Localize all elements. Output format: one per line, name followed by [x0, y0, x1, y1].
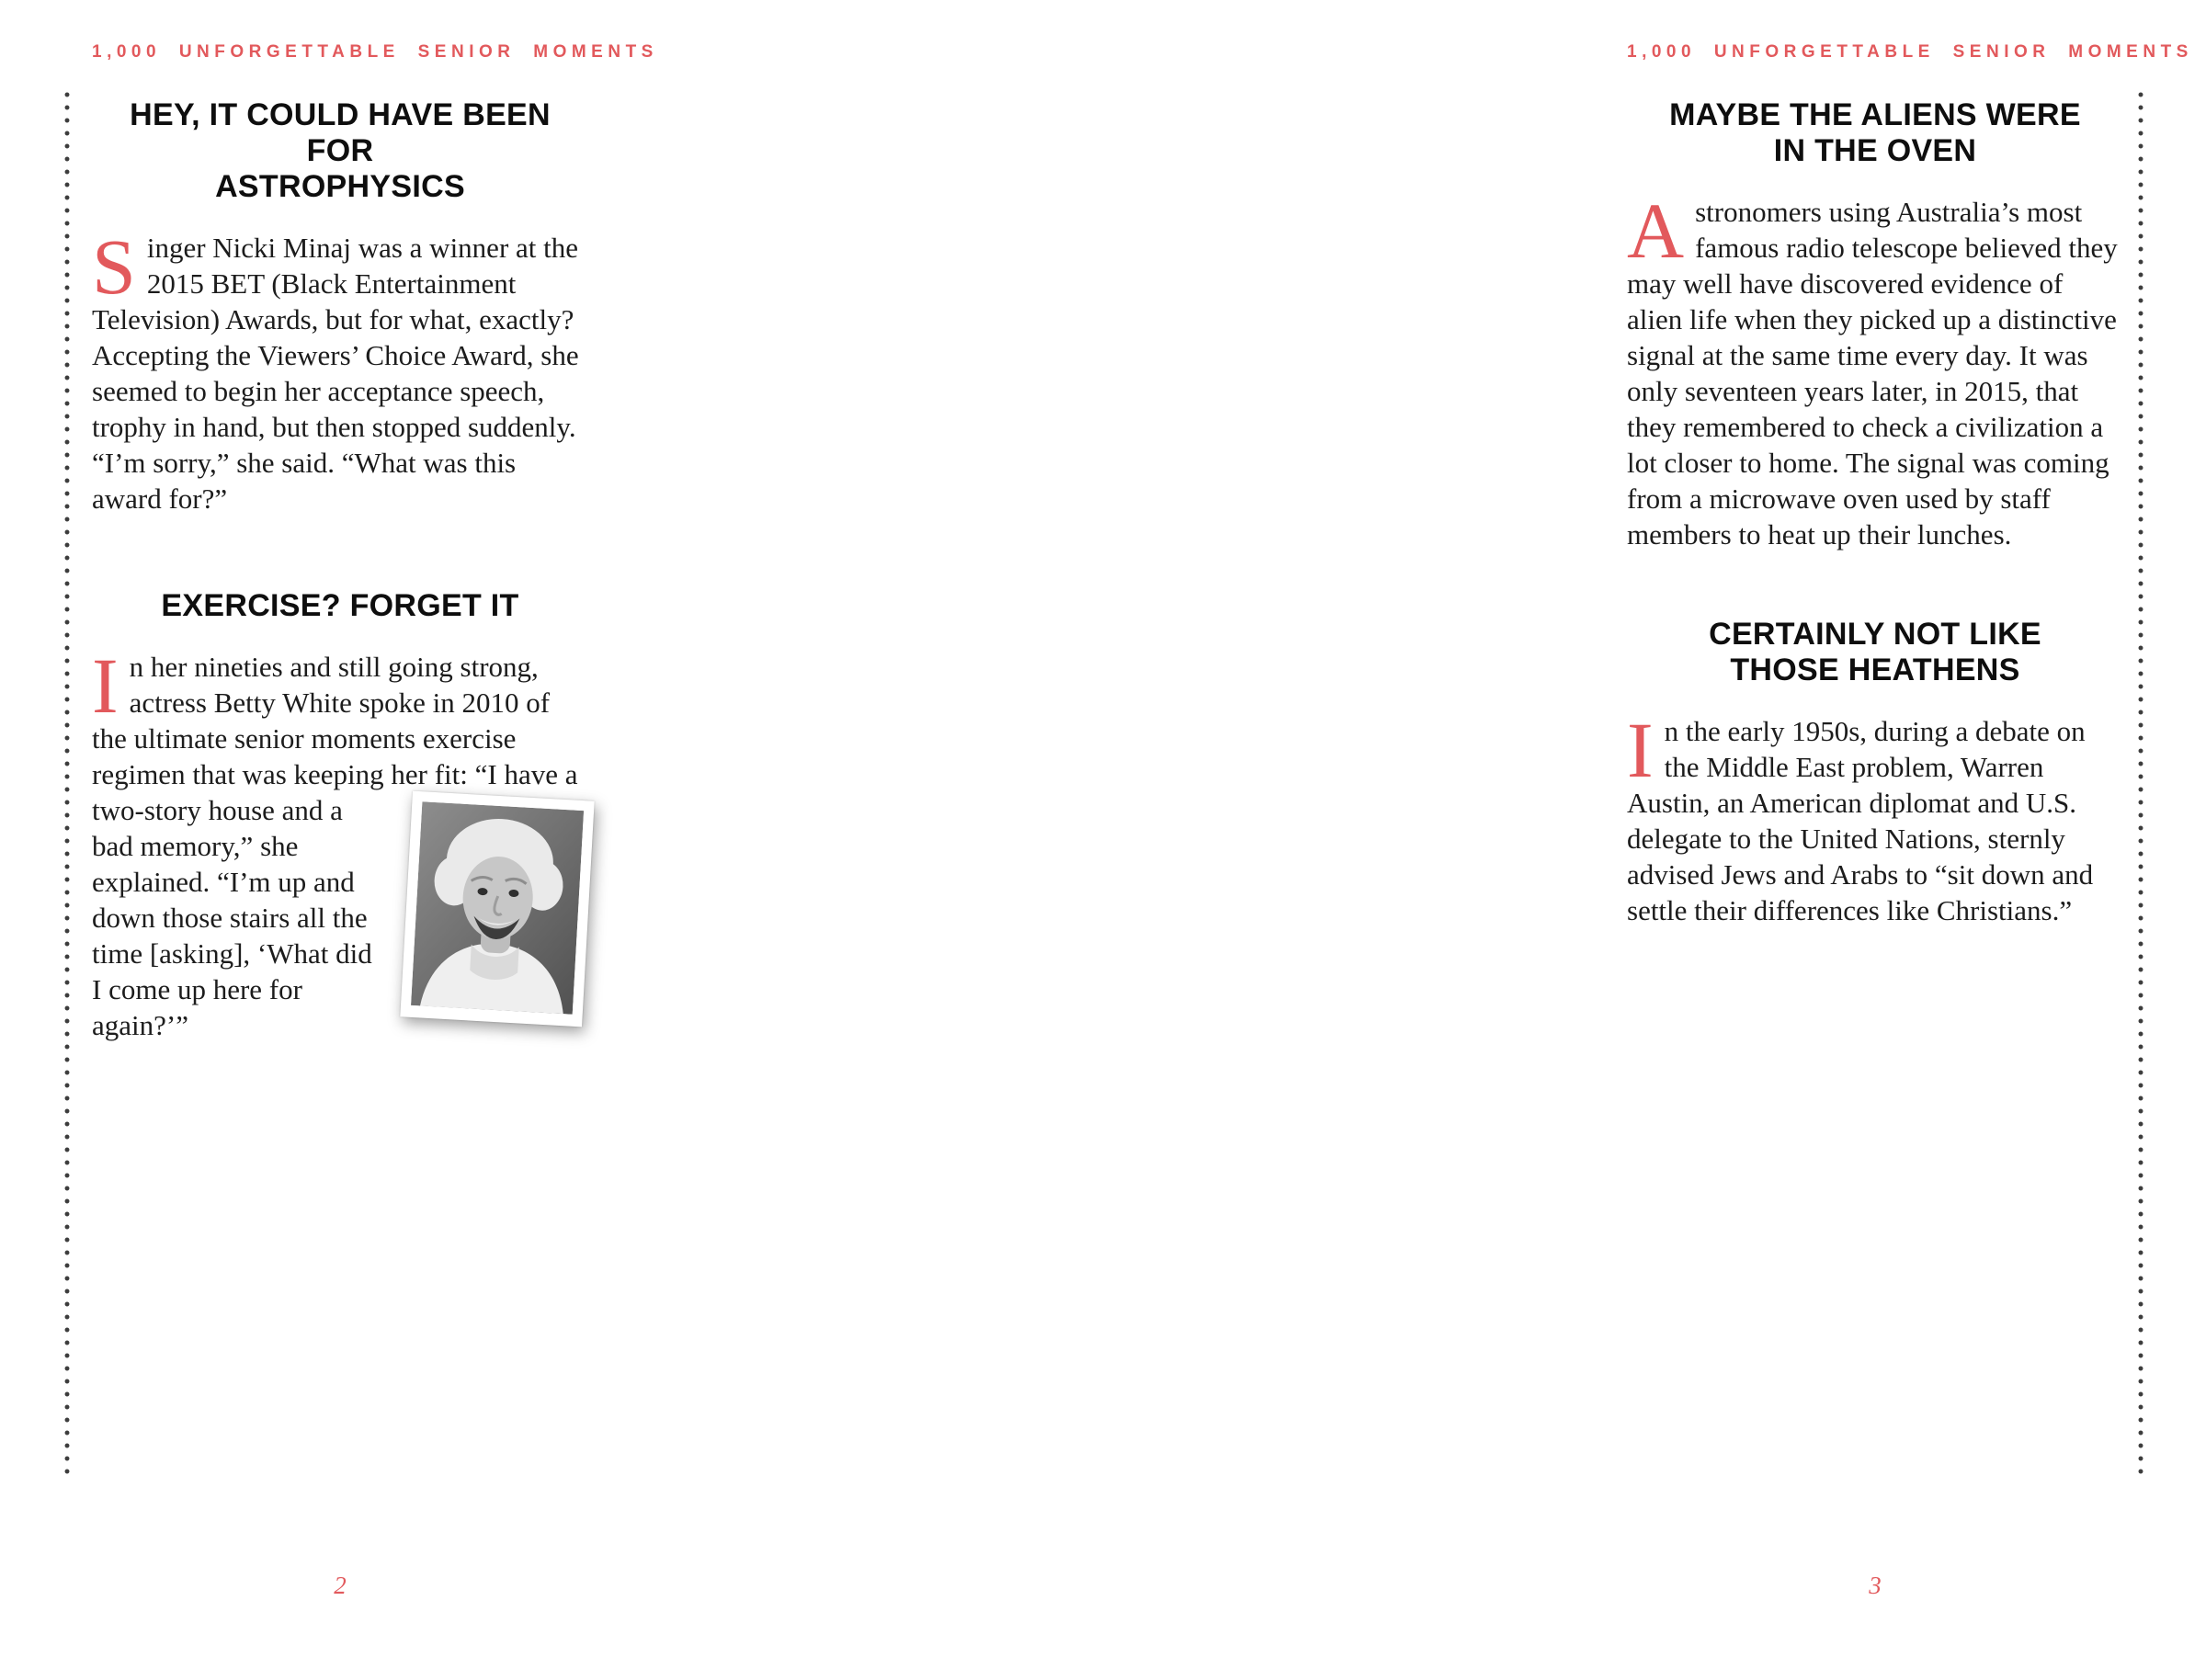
paragraph-warren-austin: [1627, 706, 2123, 928]
dropcap-s: S: [92, 222, 136, 311]
page-number-left: 2: [334, 1572, 347, 1599]
paragraph-text-after-photo: a two-story house and a bad memory,” she explained. “I’m up and down those stairs all the time [asking], ‘What did I come up here for again?’”: [92, 758, 578, 1041]
paragraph-text: inger Nicki Minaj was a winner at the 2015 BET (Black Entertainment Television) Awards, but for what, exactly? Accepting the Viewers’ Choice Award, she seemed to begin her acceptance speech, trophy in hand, but then stopped suddenly. “I’m sorry,” she said. “What was this award for?”: [92, 232, 579, 515]
page-number-right: 3: [1869, 1572, 1882, 1599]
paragraph-text: stronomers using Australia’s most famous radio telescope believed they may well have discovered evidence of alien life when they picked up a distinctive signal at the same time every day. It was only seventeen years later, in 2015, that they remembered to check a civilization a lot closer to home. The signal was coming from a microwave oven used by staff members to heat up their lunches.: [1627, 196, 2118, 551]
paragraph-text: n the early 1950s, during a debate on the Middle East problem, Warren Austin, an American diplomat and U.S. delegate to the United Nations, sternly advised Jews and Arabs to “sit down and settle their differences like Christians.”: [1627, 715, 2094, 926]
running-head-right: 1,000 UNFORGETTABLE SENIOR MOMENTS: [1627, 42, 2193, 62]
heading-aliens: [1627, 97, 2123, 169]
heading-line: IN THE OVEN: [1773, 133, 1977, 168]
heading-line: MAYBE THE ALIENS WERE: [1669, 97, 2081, 132]
dropcap-i: I: [92, 641, 119, 730]
heading-line: CERTAINLY NOT LIKE: [1709, 617, 2041, 652]
paragraph-astronomers: [1627, 187, 2123, 552]
heading-line: THOSE HEATHENS: [1730, 653, 2020, 687]
heading-astrophysics: [92, 97, 588, 205]
page-right-column: [1627, 0, 2193, 1680]
heading-line: HEY, IT COULD HAVE BEEN FOR: [130, 97, 551, 168]
heading-heathens: [1627, 617, 2123, 688]
page-left-column: [92, 0, 658, 1680]
paragraph-nicki-minaj: [92, 222, 588, 516]
paragraph-betty-white: [92, 641, 588, 1043]
paragraph-text-before-photo: n her nineties and still going strong, actress Betty White spoke in 2010 of the ultimate senior moments exercise regimen that was keeping her fit: “I have: [92, 651, 565, 790]
heading-line: ASTROPHYSICS: [215, 169, 465, 204]
page-right: [1103, 0, 2206, 1680]
dropcap-a: A: [1627, 187, 1685, 275]
heading-line: EXERCISE? FORGET IT: [161, 588, 519, 623]
dropcap-i2: I: [1627, 706, 1654, 794]
running-head-left: 1,000 UNFORGETTABLE SENIOR MOMENTS: [92, 42, 658, 62]
betty-white-photo: [400, 791, 594, 1027]
betty-white-portrait-svg: [411, 801, 584, 1014]
heading-exercise: [92, 588, 588, 624]
